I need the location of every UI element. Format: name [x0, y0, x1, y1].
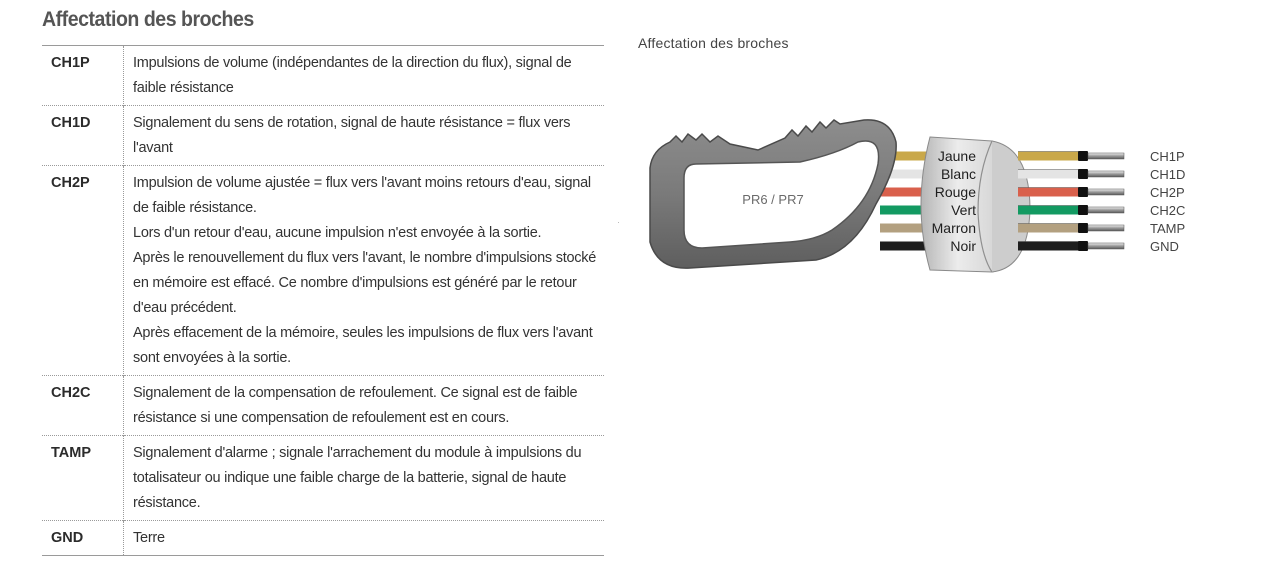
- pin-label-gnd: GND: [1150, 239, 1179, 254]
- wire-color-label: Marron: [931, 220, 976, 236]
- pin-code: TAMP: [42, 436, 124, 521]
- pin-description: [124, 46, 605, 106]
- pin-description: [124, 521, 605, 556]
- wire-color-label: Jaune: [937, 148, 976, 164]
- pin-code: CH2C: [42, 376, 124, 436]
- wire-ferrule-pin: [1088, 243, 1124, 249]
- pin-code: CH2P: [42, 166, 124, 376]
- pin-description-line: Signalement d'alarme ; signale l'arrachement du module à impulsions du totalisateur ou indique une faible charge de la batterie, signal de haute résistance.: [133, 445, 582, 511]
- wire-ferrule-collar: [1078, 223, 1088, 233]
- section-title: Affectation des broches: [42, 8, 254, 31]
- pin-row-ch1d: [42, 106, 604, 166]
- wire-ferrule-pin: [1088, 153, 1124, 159]
- pin-code: GND: [42, 521, 124, 556]
- pin-description-line: Terre: [133, 530, 165, 546]
- pin-code: CH1P: [42, 46, 124, 106]
- stray-dot: [618, 222, 619, 223]
- pin-description-line: Impulsion de volume ajustée = flux vers l'avant moins retours d'eau, signal de faible résistance.: [133, 175, 591, 216]
- pin-description-line: Impulsions de volume (indépendantes de la direction du flux), signal de faible résistance: [133, 55, 572, 96]
- wire-color-label: Blanc: [940, 166, 976, 182]
- wire-ferrule-collar: [1078, 241, 1088, 251]
- wire-ferrule-pin: [1088, 171, 1124, 177]
- pin-table: [42, 45, 604, 556]
- pin-description-line: Signalement de la compensation de refoulement. Ce signal est de faible résistance si une compensation de refoulement est en cours.: [133, 385, 578, 426]
- pin-label-ch2c: CH2C: [1150, 203, 1186, 218]
- pin-row-ch2p: [42, 166, 604, 376]
- wire-color-label: Rouge: [934, 184, 976, 200]
- wire-ferrule-collar: [1078, 205, 1088, 215]
- wire-color-label: Vert: [951, 202, 976, 218]
- pin-row-ch1p: [42, 46, 604, 106]
- wire-ferrule-collar: [1078, 187, 1088, 197]
- pin-description-line: Lors d'un retour d'eau, aucune impulsion n'est envoyée à la sortie.: [133, 225, 542, 241]
- pin-description: [124, 106, 605, 166]
- wire-ferrule-pin: [1088, 207, 1124, 213]
- wire-ferrule-pin: [1088, 225, 1124, 231]
- wire-ferrule-pin: [1088, 189, 1124, 195]
- pin-description: [124, 166, 605, 376]
- wire-ends: [1018, 151, 1124, 251]
- pin-label-ch1p: CH1P: [1150, 149, 1185, 164]
- pin-row-ch2c: [42, 376, 604, 436]
- pin-description-line: Signalement du sens de rotation, signal de haute résistance = flux vers l'avant: [133, 115, 571, 156]
- wiring-diagram: [640, 112, 1200, 282]
- pin-description-line: Après le renouvellement du flux vers l'avant, le nombre d'impulsions stocké en mémoire est effacé. Ce nombre d'impulsions est généré par le retour d'eau précédent.: [133, 250, 597, 316]
- pin-description-line: Après effacement de la mémoire, seules les impulsions de flux vers l'avant sont envoyées à la sortie.: [133, 325, 593, 366]
- pin-row-gnd: [42, 521, 604, 556]
- pulse-module: [650, 120, 896, 268]
- pin-description: [124, 376, 605, 436]
- wire-ferrule-collar: [1078, 151, 1088, 161]
- figure-title: Affectation des broches: [638, 35, 789, 51]
- pin-label-tamp: TAMP: [1150, 221, 1186, 236]
- wire-ferrule-collar: [1078, 169, 1088, 179]
- module-label: PR6 / PR7: [742, 192, 804, 207]
- pin-row-tamp: [42, 436, 604, 521]
- pin-description: [124, 436, 605, 521]
- wire-color-label: Noir: [950, 238, 976, 254]
- pin-label-ch1d: CH1D: [1150, 167, 1186, 182]
- pin-label-ch2p: CH2P: [1150, 185, 1185, 200]
- pin-code: CH1D: [42, 106, 124, 166]
- pin-labels: [1150, 149, 1185, 254]
